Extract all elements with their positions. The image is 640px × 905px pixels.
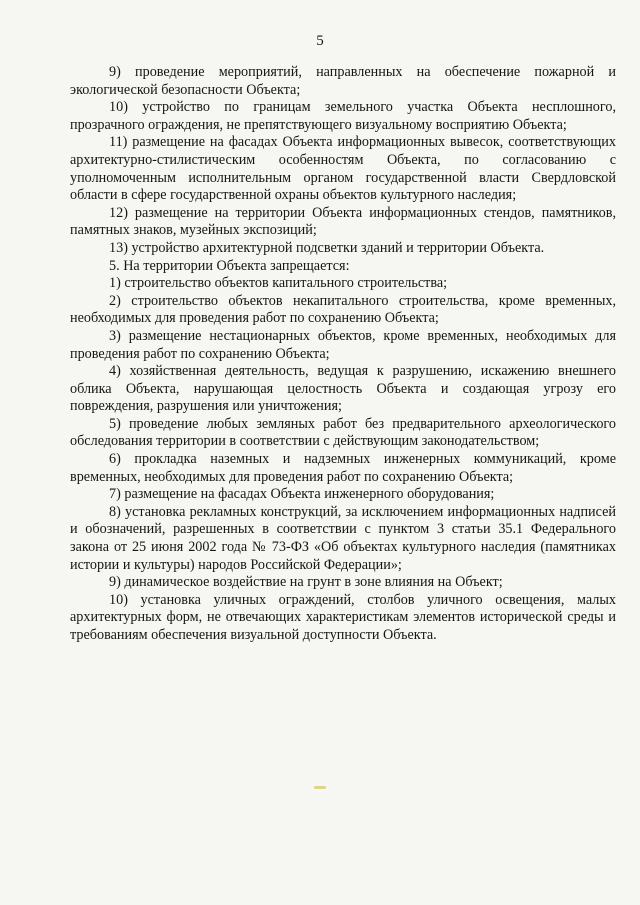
prohibition-item-6: 6) прокладка наземных и надземных инженерных коммуникаций, кроме временных, необходимых для проведения работ по сохранению Объекта; [70, 451, 616, 485]
section-5-heading: 5. На территории Объекта запрещается: [109, 257, 350, 274]
page-number: 5 [316, 33, 324, 49]
document-body [70, 64, 616, 645]
prohibition-item-1: 1) строительство объектов капитального строительства; [109, 275, 448, 292]
paragraph-item-11: 11) размещение на фасадах Объекта информационных вывесок, соответствующих архитектурно-стилистическим особенностям Объекта, по согласованию с уполномоченным исполнительным органом государственной власти Свердловской области в сфере государственной охраны объектов культурного наследия; [70, 134, 616, 204]
prohibition-item-3: 3) размещение нестационарных объектов, кроме временных, необходимых для проведения работ по сохранению Объекта; [70, 327, 616, 362]
prohibition-item-8: 8) установка рекламных конструкций, за исключением информационных надписей и обозначений, разрешенных в соответствии с пунктом 3 статьи 35.1 Федерального закона от 25 июня 2002 года № 73-ФЗ «Об объектах культурного наследия (памятниках истории и культуры) народов Российской Федерации»; [70, 503, 616, 573]
prohibition-item-2: 2) строительство объектов некапитального строительства, кроме временных, необходимых для проведения работ по сохранению Объекта; [70, 292, 616, 327]
paragraph-item-12: 12) размещение на территории Объекта информационных стендов, памятников, памятных знаков, музейных экспозиций; [70, 204, 616, 239]
prohibition-item-9: 9) динамическое воздействие на грунт в зоне влияния на Объект; [109, 574, 503, 591]
paragraph-item-13: 13) устройство архитектурной подсветки зданий и территории Объекта. [109, 239, 545, 256]
scan-artifact-mark [314, 786, 326, 789]
prohibition-item-7: 7) размещение на фасадах Объекта инженерного оборудования; [109, 486, 495, 503]
prohibition-item-10: 10) установка уличных ограждений, столбов уличного освещения, малых архитектурных форм, не отвечающих характеристикам элементов исторической среды и требованиям обеспечения визуальной доступности Объекта. [70, 591, 616, 643]
prohibition-item-5: 5) проведение любых земляных работ без предварительного археологического обследования территории в соответствии с действующим законодательством; [70, 415, 616, 450]
paragraph-item-10: 10) устройство по границам земельного участка Объекта несплошного, прозрачного ограждения, не препятствующего визуальному восприятию Объекта; [70, 99, 616, 133]
paragraph-item-9: 9) проведение мероприятий, направленных на обеспечение пожарной и экологической безопасности Объекта; [70, 64, 616, 98]
prohibition-item-4: 4) хозяйственная деятельность, ведущая к разрушению, искажению внешнего облика Объекта, нарушающая целостность Объекта и создающая угрозу его повреждения, разрушения или уничтожения; [70, 363, 616, 415]
